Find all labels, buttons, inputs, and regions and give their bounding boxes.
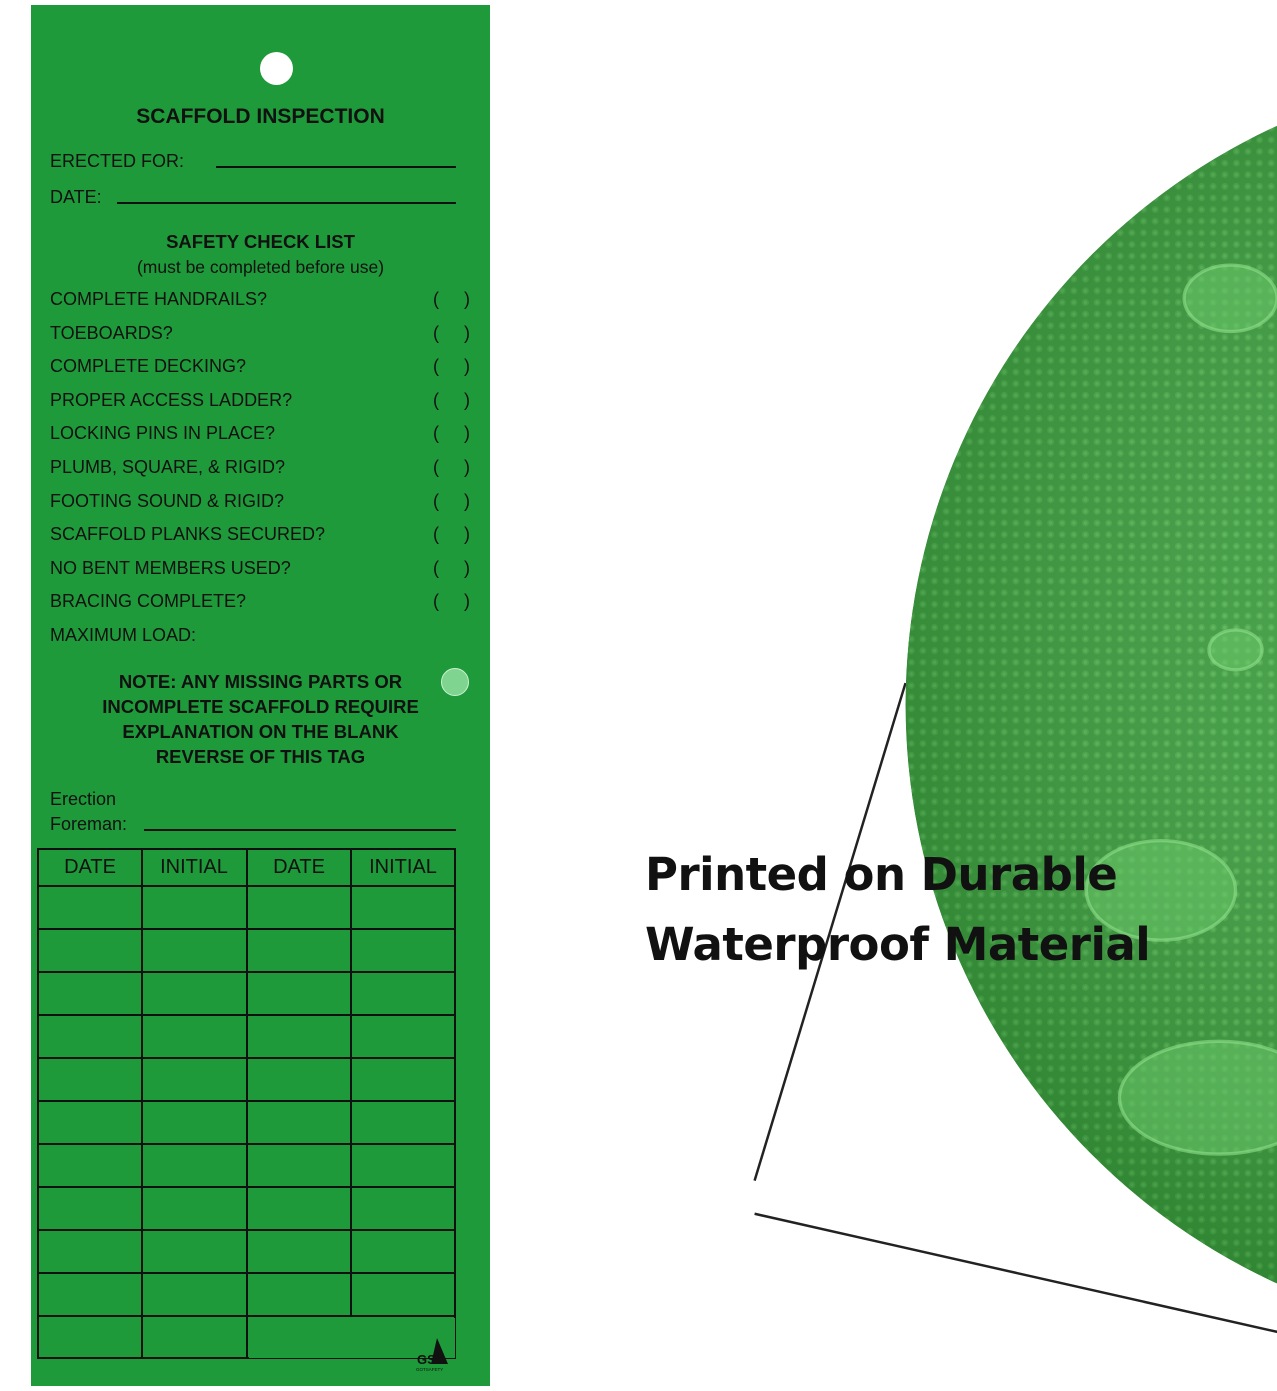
checklist-checkbox[interactable]: ( ) xyxy=(433,389,470,410)
checklist-item-label: FOOTING SOUND & RIGID? xyxy=(50,490,285,511)
date-label: DATE: xyxy=(50,187,102,207)
checklist-item xyxy=(50,591,470,615)
checklist-item xyxy=(50,558,470,582)
checklist-item xyxy=(50,390,470,414)
checklist-item-label: COMPLETE DECKING? xyxy=(50,356,247,377)
checklist-checkbox[interactable]: ( ) xyxy=(433,423,470,444)
checklist-item-label: SCAFFOLD PLANKS SECURED? xyxy=(50,524,326,545)
logo-subtext: GOTSAFETY xyxy=(416,1367,444,1372)
foreman-label: Foreman: xyxy=(50,814,128,834)
erection-label: Erection xyxy=(50,789,117,809)
note-line: REVERSE OF THIS TAG xyxy=(155,746,366,767)
erected-for-line xyxy=(216,166,456,168)
checklist-item-label: BRACING COMPLETE? xyxy=(50,591,247,612)
checklist-checkbox[interactable]: ( ) xyxy=(433,322,470,343)
table-grid-lines xyxy=(37,848,456,1359)
checklist-checkbox[interactable]: ( ) xyxy=(433,457,470,477)
caption-line-2: Waterproof Material xyxy=(645,918,1151,971)
note-line: EXPLANATION ON THE BLANK xyxy=(122,721,399,742)
erected-for-label: ERECTED FOR: xyxy=(50,151,185,171)
logo-letters: GS xyxy=(417,1352,436,1367)
checklist-item xyxy=(50,289,470,313)
checklist-item-label: PROPER ACCESS LADDER? xyxy=(50,389,293,410)
checklist-checkbox[interactable]: ( ) xyxy=(433,356,470,377)
caption-line-1: Printed on Durable xyxy=(645,848,1118,901)
date-line xyxy=(117,202,456,204)
checklist-item xyxy=(50,323,470,347)
checklist-item-label: COMPLETE HANDRAILS? xyxy=(50,289,268,309)
checklist-title: SAFETY CHECK LIST xyxy=(166,231,355,252)
note-line: INCOMPLETE SCAFFOLD REQUIRE xyxy=(102,696,419,717)
table-header-date: DATE xyxy=(64,856,116,878)
checklist-subtitle: (must be completed before use) xyxy=(136,257,385,277)
checklist-item xyxy=(50,423,470,447)
checklist-checkbox[interactable]: ( ) xyxy=(433,289,470,309)
checklist-item-label: NO BENT MEMBERS USED? xyxy=(50,557,291,578)
foreman-line xyxy=(144,829,456,831)
checklist-checkbox[interactable]: ( ) xyxy=(433,490,470,511)
checklist-item-label: PLUMB, SQUARE, & RIGID? xyxy=(50,457,286,477)
note-text xyxy=(31,669,490,769)
scaffold-inspection-tag xyxy=(31,5,490,1386)
checklist-item-label: LOCKING PINS IN PLACE? xyxy=(50,423,276,444)
caption xyxy=(645,840,1150,980)
maximum-load-label: MAXIMUM LOAD: xyxy=(50,625,197,645)
checklist-item xyxy=(50,356,470,380)
tag-title: SCAFFOLD INSPECTION xyxy=(136,105,385,128)
zoom-focus-dot xyxy=(441,668,469,696)
checklist-checkbox[interactable]: ( ) xyxy=(433,524,470,545)
checklist-checkbox[interactable]: ( ) xyxy=(433,557,470,578)
table-header-date: DATE xyxy=(273,856,325,878)
tag-hole xyxy=(260,52,293,85)
note-line: NOTE: ANY MISSING PARTS OR xyxy=(118,671,403,692)
gotsafety-logo xyxy=(415,1336,449,1376)
table-header-initial: INITIAL xyxy=(369,856,437,878)
checklist-item xyxy=(50,491,470,515)
checklist-item-label: TOEBOARDS? xyxy=(50,322,173,343)
checklist-checkbox[interactable]: ( ) xyxy=(433,591,470,612)
checklist-item xyxy=(50,457,470,481)
table-header-initial: INITIAL xyxy=(160,856,228,878)
inspection-log-table xyxy=(37,848,456,1359)
checklist-item xyxy=(50,524,470,548)
